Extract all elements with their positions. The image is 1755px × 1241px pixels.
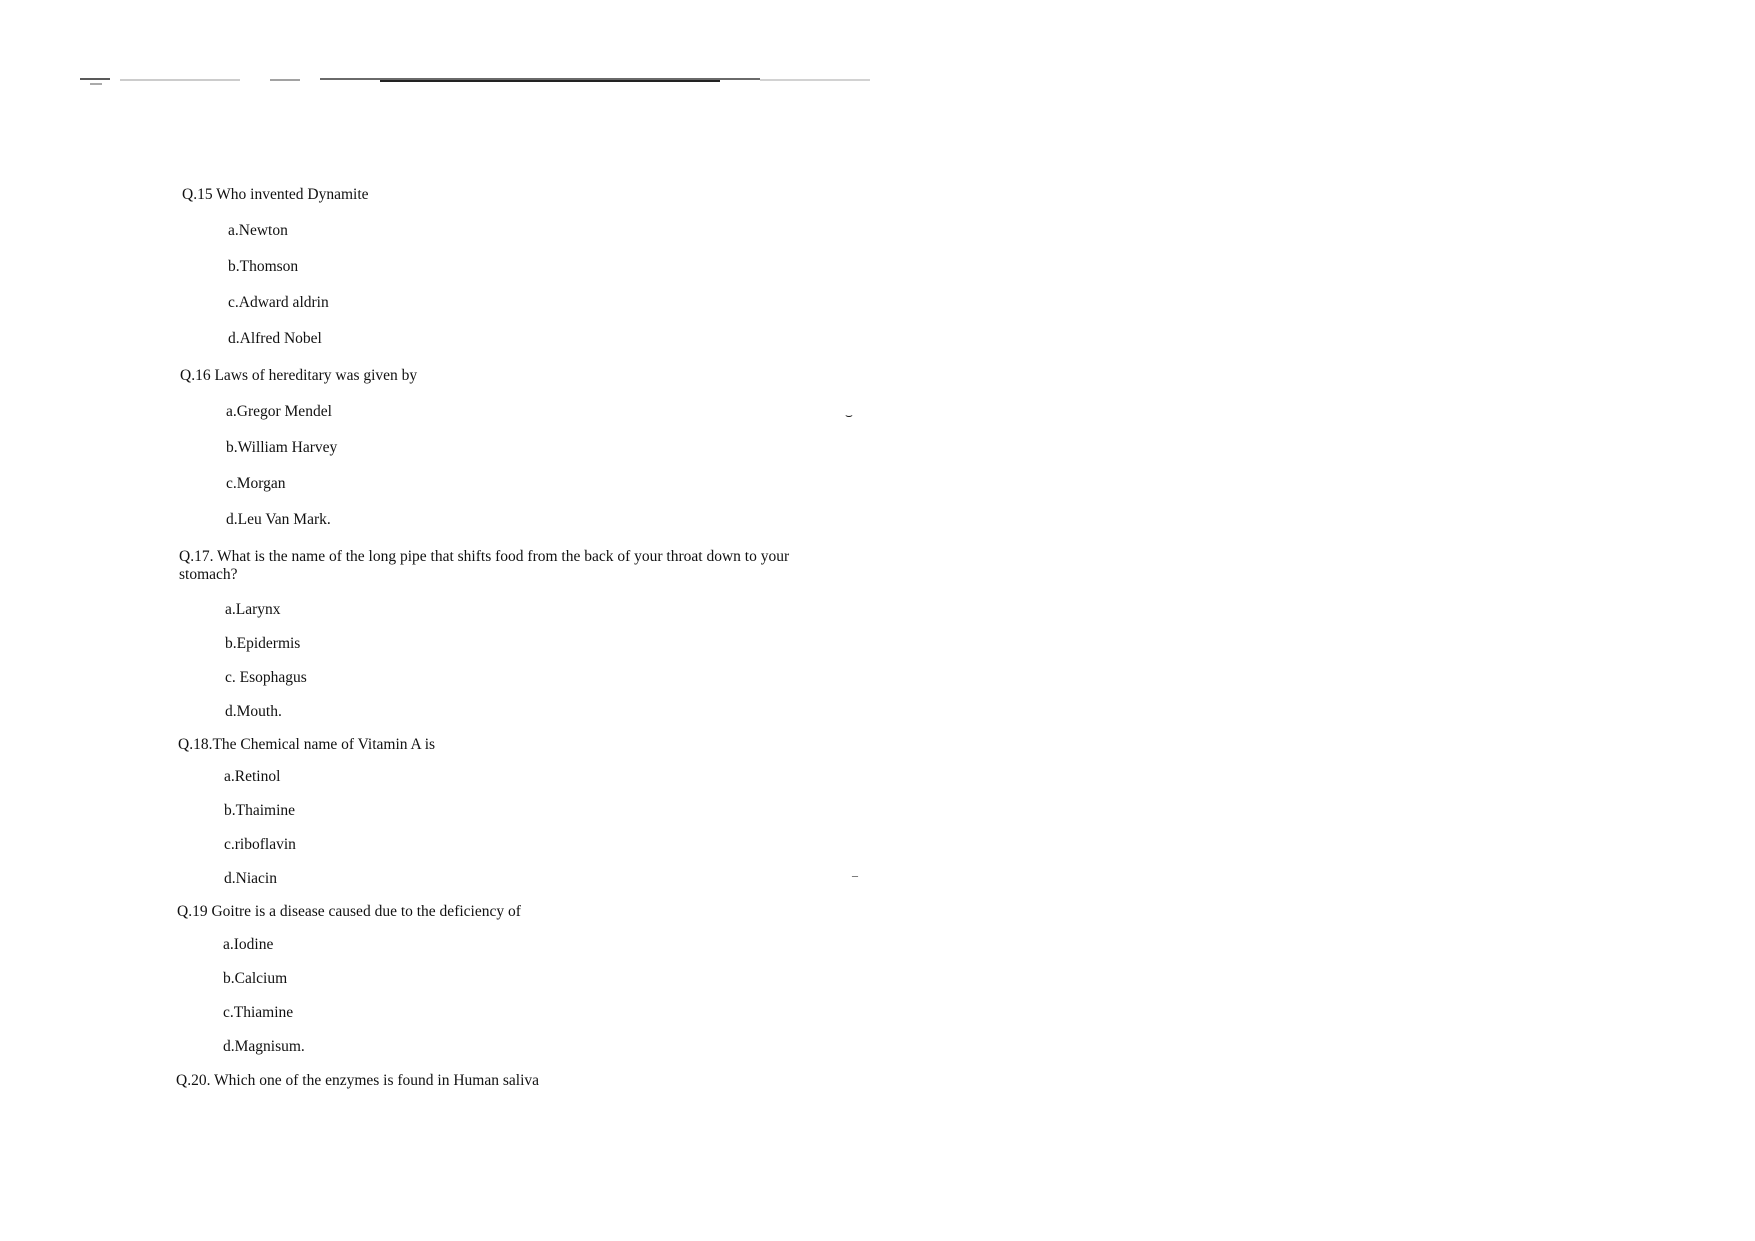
option-item: d.Alfred Nobel — [228, 330, 322, 347]
question-text: Q.17. What is the name of the long pipe that shifts food from the back of your throat down to your stomach? — [179, 548, 790, 583]
question-text: Q.18.The Chemical name of Vitamin A is — [178, 736, 436, 753]
option-item: b.Thaimine — [224, 802, 296, 819]
option-item: b.William Harvey — [226, 439, 338, 456]
option-item: a.Larynx — [225, 601, 281, 618]
option-item: c.riboflavin — [224, 836, 296, 853]
scan-speck: ⌣ — [845, 408, 853, 422]
scanner-artifact-line — [80, 78, 870, 84]
question-text: Q.15 Who invented Dynamite — [182, 186, 369, 203]
option-item: d.Mouth. — [225, 703, 282, 720]
option-item: d.Magnisum. — [223, 1038, 305, 1055]
option-item: a.Newton — [228, 222, 288, 239]
option-item: b.Thomson — [228, 258, 299, 275]
option-item: b.Calcium — [223, 970, 288, 987]
question-text: Q.20. Which one of the enzymes is found in Human saliva — [176, 1072, 540, 1089]
scan-speck: – — [852, 868, 858, 882]
option-item: d.Niacin — [224, 870, 277, 887]
option-item: c.Adward aldrin — [228, 294, 329, 311]
question-text: Q.19 Goitre is a disease caused due to the deficiency of — [177, 903, 521, 920]
option-item: c.Thiamine — [223, 1004, 294, 1021]
option-item: a.Gregor Mendel — [226, 403, 332, 420]
option-item: a.Retinol — [224, 768, 281, 785]
option-item: d.Leu Van Mark. — [226, 511, 331, 528]
option-item: c.Morgan — [226, 475, 286, 492]
option-item: c. Esophagus — [225, 669, 307, 686]
option-item: a.Iodine — [223, 936, 274, 953]
option-item: b.Epidermis — [225, 635, 301, 652]
question-text: Q.16 Laws of hereditary was given by — [180, 367, 418, 384]
